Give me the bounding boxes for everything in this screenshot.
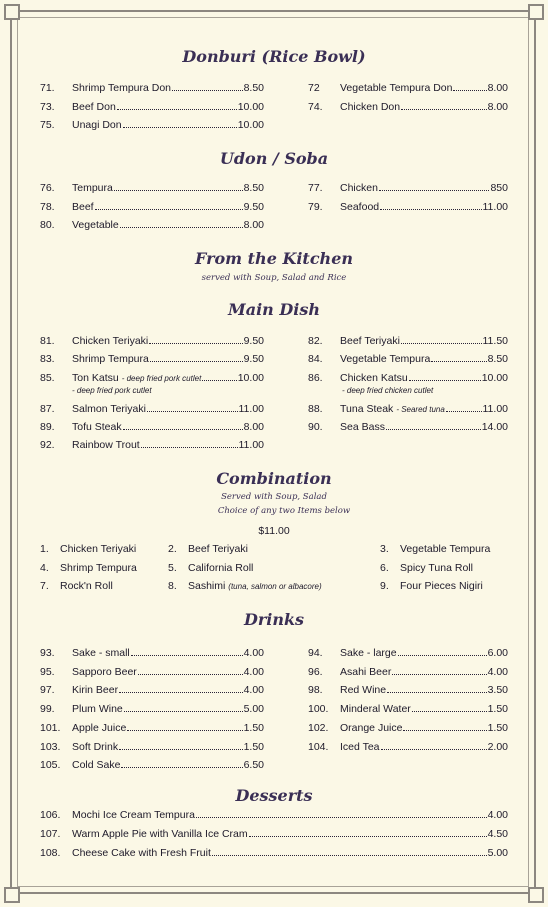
item-name: Asahi Beer	[340, 665, 392, 678]
leader-dots	[147, 411, 238, 412]
item-number: 2.	[168, 543, 177, 555]
menu-item	[308, 719, 508, 737]
item-price: 8.00	[243, 219, 264, 231]
item-name: Four Pieces Nigiri	[400, 580, 483, 592]
item-name: Cold Sake	[72, 759, 121, 772]
leader-dots	[412, 711, 487, 712]
menu-item	[40, 198, 264, 216]
menu-item	[40, 116, 264, 134]
item-number: 85.	[40, 372, 55, 384]
leader-dots	[196, 817, 487, 818]
item-number: 101.	[40, 721, 61, 734]
section-title-kitchen: From the Kitchen	[194, 249, 353, 268]
menu-item	[40, 418, 264, 436]
item-number: 98.	[308, 684, 323, 697]
section-title-main-dish: Main Dish	[228, 300, 320, 319]
menu-item	[308, 400, 508, 418]
item-name: Chicken Teriyaki	[60, 543, 137, 555]
item-number: 81.	[40, 335, 55, 347]
item-name: Beef Teriyaki	[340, 335, 400, 347]
item-price: 10.00	[237, 372, 264, 384]
item-number: 72	[308, 82, 320, 94]
item-name: Beef Teriyaki	[188, 543, 248, 555]
combination-item	[380, 577, 483, 595]
item-name: Vegetable	[72, 219, 119, 231]
item-price: 1.50	[243, 721, 264, 734]
item-number: 77.	[308, 182, 323, 194]
menu-item	[40, 700, 264, 718]
leader-dots	[114, 190, 243, 191]
menu-item	[40, 844, 508, 862]
item-name: Sake - large	[340, 647, 397, 659]
combination-item	[40, 577, 113, 595]
item-number: 4.	[40, 561, 49, 574]
item-name: Chicken Katsu	[340, 372, 408, 384]
menu-item	[40, 98, 264, 116]
leader-dots	[392, 674, 486, 675]
menu-item	[40, 369, 264, 387]
item-number: 7.	[40, 580, 49, 592]
item-number: 107.	[40, 828, 61, 840]
item-number: 75.	[40, 119, 55, 131]
item-name: Cheese Cake with Fresh Fruit	[72, 847, 211, 859]
item-price: 4.00	[243, 684, 264, 697]
leader-dots	[127, 730, 242, 731]
item-name: Shrimp Tempura Don	[72, 82, 172, 94]
item-number: 1.	[40, 543, 49, 555]
section-title-combination: Combination	[216, 469, 332, 488]
item-number: 84.	[308, 353, 323, 365]
item-number: 92.	[40, 439, 55, 451]
leader-dots	[387, 692, 486, 693]
item-name: Chicken Teriyaki	[72, 335, 149, 347]
menu-item	[308, 179, 508, 197]
section-title-donburi: Donburi (Rice Bowl)	[182, 47, 366, 66]
item-number: 94.	[308, 647, 323, 659]
item-number: 80.	[40, 219, 55, 231]
item-price: 11.00	[238, 403, 264, 415]
item-note: - deep fried pork cutlet	[72, 386, 152, 395]
leader-dots	[381, 749, 487, 750]
item-number: 73.	[40, 100, 55, 113]
item-name: Orange Juice	[340, 721, 403, 734]
leader-dots	[403, 730, 486, 731]
leader-dots	[386, 429, 481, 430]
item-name: Chicken	[340, 182, 378, 194]
menu-item	[40, 756, 264, 774]
leader-dots	[123, 127, 237, 128]
item-name: Sashimi	[188, 580, 226, 592]
item-name: Plum Wine	[72, 703, 123, 716]
item-number: 108.	[40, 847, 61, 859]
item-number: 71.	[40, 82, 55, 94]
menu-item	[40, 400, 264, 418]
corner-ornament	[4, 887, 20, 903]
item-name: California Roll	[188, 561, 254, 574]
item-number: 99.	[40, 703, 55, 716]
item-price: 3.50	[487, 684, 508, 697]
item-price: 9.50	[243, 335, 264, 347]
item-price: 4.00	[243, 665, 264, 678]
combination-subtitle: Served with Soup, Salad	[221, 492, 327, 502]
item-name: Minderal Water	[340, 703, 411, 716]
item-number: 76.	[40, 182, 55, 194]
leader-dots	[150, 361, 243, 362]
item-number: 103.	[40, 740, 61, 753]
item-number: 6.	[380, 561, 389, 574]
leader-dots	[446, 411, 482, 412]
item-note: - deep fried pork cutlet	[121, 374, 202, 383]
menu-item	[308, 700, 508, 718]
item-price: 6.00	[487, 647, 508, 659]
item-name: Kirin Beer	[72, 684, 119, 697]
item-price: 9.50	[243, 353, 264, 365]
item-price: 8.00	[487, 100, 508, 113]
item-name: Seafood	[340, 200, 380, 213]
item-price: 850	[490, 182, 508, 194]
leader-dots	[398, 655, 487, 656]
item-number: 100.	[308, 703, 329, 716]
item-name: Spicy Tuna Roll	[400, 561, 473, 574]
section-title-desserts: Desserts	[235, 786, 313, 805]
menu-item	[308, 350, 508, 368]
section-title-udon-soba: Udon / Soba	[219, 149, 329, 168]
leader-dots	[123, 429, 243, 430]
leader-dots	[172, 90, 243, 91]
item-name: Tempura	[72, 182, 113, 194]
item-price: 4.50	[487, 828, 508, 840]
item-price: 11.00	[482, 403, 508, 415]
leader-dots	[117, 109, 237, 110]
item-name: Rainbow Trout	[72, 439, 140, 451]
menu-item	[308, 663, 508, 681]
item-name: Ton Katsu	[72, 372, 119, 384]
item-name: Sake - small	[72, 647, 130, 659]
menu-item	[40, 644, 264, 662]
item-price: 6.50	[243, 759, 264, 772]
leader-dots	[149, 343, 242, 344]
item-note: (tuna, salmon or albacore)	[228, 582, 322, 591]
leader-dots	[141, 447, 238, 448]
combination-item	[380, 540, 490, 558]
item-number: 79.	[308, 200, 323, 213]
item-price: 4.00	[243, 647, 264, 659]
menu-item	[40, 436, 264, 454]
leader-dots	[401, 109, 486, 110]
item-price: 14.00	[481, 421, 508, 433]
item-price: 1.50	[487, 721, 508, 734]
item-number: 87.	[40, 403, 55, 415]
menu-item	[40, 738, 264, 756]
leader-dots	[124, 711, 243, 712]
leader-dots	[202, 380, 236, 381]
leader-dots	[120, 227, 243, 228]
item-price: 2.00	[487, 740, 508, 753]
item-number: 95.	[40, 665, 55, 678]
leader-dots	[431, 361, 486, 362]
item-name: Shrimp Tempura	[60, 561, 137, 574]
menu-item	[40, 216, 264, 234]
item-name: Beef	[72, 200, 94, 213]
menu-item	[40, 806, 508, 824]
item-number: 89.	[40, 421, 55, 433]
item-number: 106.	[40, 809, 61, 821]
menu-item	[40, 179, 264, 197]
item-name: Chicken Don	[340, 100, 401, 113]
item-price: 9.50	[243, 200, 264, 213]
corner-ornament	[528, 4, 544, 20]
item-price: 8.00	[243, 421, 264, 433]
item-name: Beef Don	[72, 100, 116, 113]
item-name: Tofu Steak	[72, 421, 122, 433]
item-name: Red Wine	[340, 684, 387, 697]
combination-subtitle: Choice of any two Items below	[217, 506, 351, 516]
item-price: 1.50	[243, 740, 264, 753]
item-number: 78.	[40, 200, 55, 213]
item-price: 10.00	[237, 119, 264, 131]
combination-item	[168, 540, 248, 558]
item-name: Vegetable Tempura Don	[340, 82, 453, 94]
menu-item	[308, 332, 508, 350]
item-name: Shrimp Tempura	[72, 353, 149, 365]
item-price: 8.50	[487, 353, 508, 365]
item-number: 104.	[308, 740, 329, 753]
menu-item	[40, 663, 264, 681]
item-number: 83.	[40, 353, 55, 365]
menu-item	[308, 644, 508, 662]
item-price: 4.00	[487, 665, 508, 678]
kitchen-subtitle: served with Soup, Salad and Rice	[201, 273, 347, 283]
section-title-drinks: Drinks	[243, 610, 305, 629]
item-number: 90.	[308, 421, 323, 433]
item-number: 102.	[308, 721, 329, 734]
combination-item	[168, 559, 253, 577]
item-number: 105.	[40, 759, 61, 772]
menu-item	[40, 79, 264, 97]
item-number: 97.	[40, 684, 55, 697]
combination-item	[168, 577, 322, 596]
item-number: 96.	[308, 665, 323, 678]
item-price: 5.00	[487, 847, 508, 859]
item-number: 82.	[308, 335, 323, 347]
combination-price: $11.00	[258, 525, 290, 537]
menu-item	[308, 738, 508, 756]
item-number: 86.	[308, 372, 323, 384]
item-name: Mochi Ice Cream Tempura	[72, 809, 195, 821]
leader-dots	[119, 692, 242, 693]
combination-item	[40, 540, 136, 558]
menu-item	[40, 719, 264, 737]
item-note: - Seared tuna	[396, 405, 445, 414]
item-name: Sapporo Beer	[72, 665, 137, 678]
corner-ornament	[4, 4, 20, 20]
item-price: 8.00	[487, 82, 508, 94]
leader-dots	[131, 655, 243, 656]
menu-item	[40, 825, 508, 843]
leader-dots	[380, 209, 481, 210]
item-number: 93.	[40, 647, 55, 659]
item-number: 5.	[168, 561, 177, 574]
item-price: 8.50	[243, 82, 264, 94]
menu-item	[308, 98, 508, 116]
corner-ornament	[528, 887, 544, 903]
leader-dots	[119, 749, 242, 750]
item-number: 8.	[168, 580, 177, 592]
item-name: Rock'n Roll	[60, 580, 113, 592]
item-number: 74.	[308, 100, 323, 113]
menu-item	[308, 369, 508, 387]
item-number: 9.	[380, 580, 389, 592]
item-name: Tuna Steak	[340, 403, 394, 415]
item-name: Warm Apple Pie with Vanilla Ice Cram	[72, 828, 248, 840]
leader-dots	[121, 767, 242, 768]
item-price: 11.00	[482, 200, 508, 213]
item-name: Vegetable Tempura	[400, 543, 491, 555]
item-name: Soft Drink	[72, 740, 119, 753]
menu-item	[40, 681, 264, 699]
item-price: 10.00	[237, 100, 264, 113]
item-name: Sea Bass	[340, 421, 385, 433]
menu-item	[308, 198, 508, 216]
item-note: - deep fried chicken cutlet	[342, 386, 434, 395]
item-name: Salmon Teriyaki	[72, 403, 146, 415]
leader-dots	[453, 90, 486, 91]
leader-dots	[401, 343, 482, 344]
item-name: Vegetable Tempura	[340, 353, 431, 365]
menu-item	[40, 350, 264, 368]
menu-item	[40, 332, 264, 350]
item-price: 4.00	[487, 809, 508, 821]
leader-dots	[409, 380, 481, 381]
item-name: Iced Tea	[340, 740, 380, 753]
item-price: 10.00	[481, 372, 508, 384]
item-price: 5.00	[243, 703, 264, 716]
item-number: 88.	[308, 403, 323, 415]
item-number: 3.	[380, 543, 389, 555]
menu-item	[308, 79, 508, 97]
item-price: 11.00	[238, 439, 264, 451]
leader-dots	[212, 855, 487, 856]
leader-dots	[95, 209, 243, 210]
item-name: Unagi Don	[72, 119, 122, 131]
item-price: 8.50	[243, 182, 264, 194]
item-name: Apple Juice	[72, 721, 127, 734]
menu-item	[308, 418, 508, 436]
combination-item	[380, 559, 473, 577]
leader-dots	[249, 836, 487, 837]
leader-dots	[138, 674, 243, 675]
item-price: 11.50	[482, 335, 508, 347]
combination-item	[40, 559, 137, 577]
item-price: 1.50	[487, 703, 508, 716]
leader-dots	[379, 190, 490, 191]
menu-item	[308, 681, 508, 699]
